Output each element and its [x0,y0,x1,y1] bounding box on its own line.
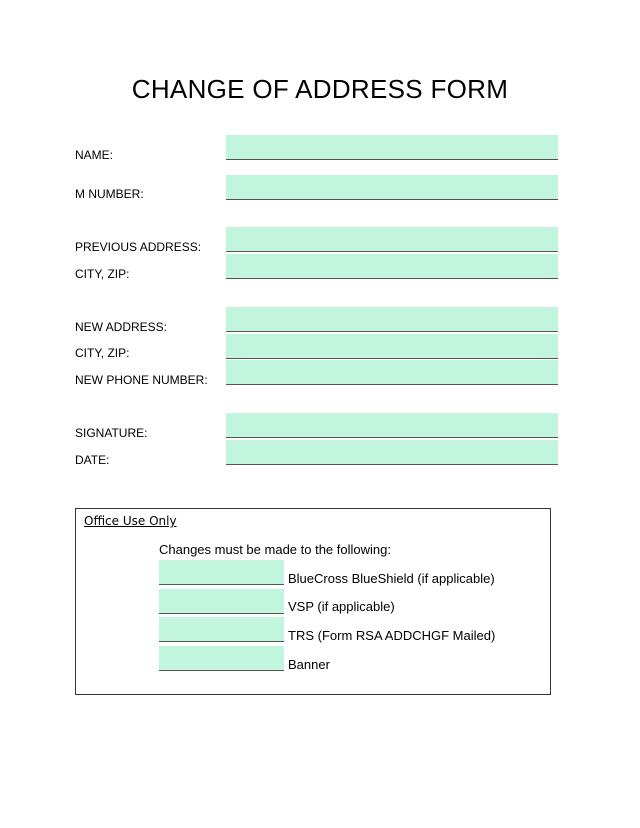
name-input[interactable] [226,135,558,160]
bluecross-check-field[interactable] [159,560,284,585]
trs-label: TRS (Form RSA ADDCHGF Mailed) [288,628,496,643]
signature-label: SIGNATURE: [75,426,148,440]
office-use-title: Office Use Only [84,514,177,528]
previous-address-label: PREVIOUS ADDRESS: [75,240,202,254]
date-label: DATE: [75,453,110,467]
previous-address-input[interactable] [226,227,558,252]
vsp-label: VSP (if applicable) [288,599,395,614]
name-label: NAME: [75,148,114,162]
signature-input[interactable] [226,413,558,438]
new-phone-input[interactable] [226,360,558,385]
previous-city-zip-label: CITY, ZIP: [75,267,130,281]
trs-check-field[interactable] [159,617,284,642]
vsp-check-field[interactable] [159,589,284,614]
m-number-input[interactable] [226,175,558,200]
new-phone-label: NEW PHONE NUMBER: [75,373,208,387]
bluecross-label: BlueCross BlueShield (if applicable) [288,571,495,586]
new-address-label: NEW ADDRESS: [75,320,168,334]
previous-city-zip-input[interactable] [226,254,558,279]
new-city-zip-label: CITY, ZIP: [75,346,130,360]
office-instructions: Changes must be made to the following: [159,542,391,557]
banner-label: Banner [288,657,330,672]
office-use-box [75,508,551,695]
form-title: CHANGE OF ADDRESS FORM [131,74,509,104]
new-address-input[interactable] [226,307,558,332]
m-number-label: M NUMBER: [75,187,144,201]
date-input[interactable] [226,440,558,465]
new-city-zip-input[interactable] [226,334,558,359]
banner-check-field[interactable] [159,646,284,671]
